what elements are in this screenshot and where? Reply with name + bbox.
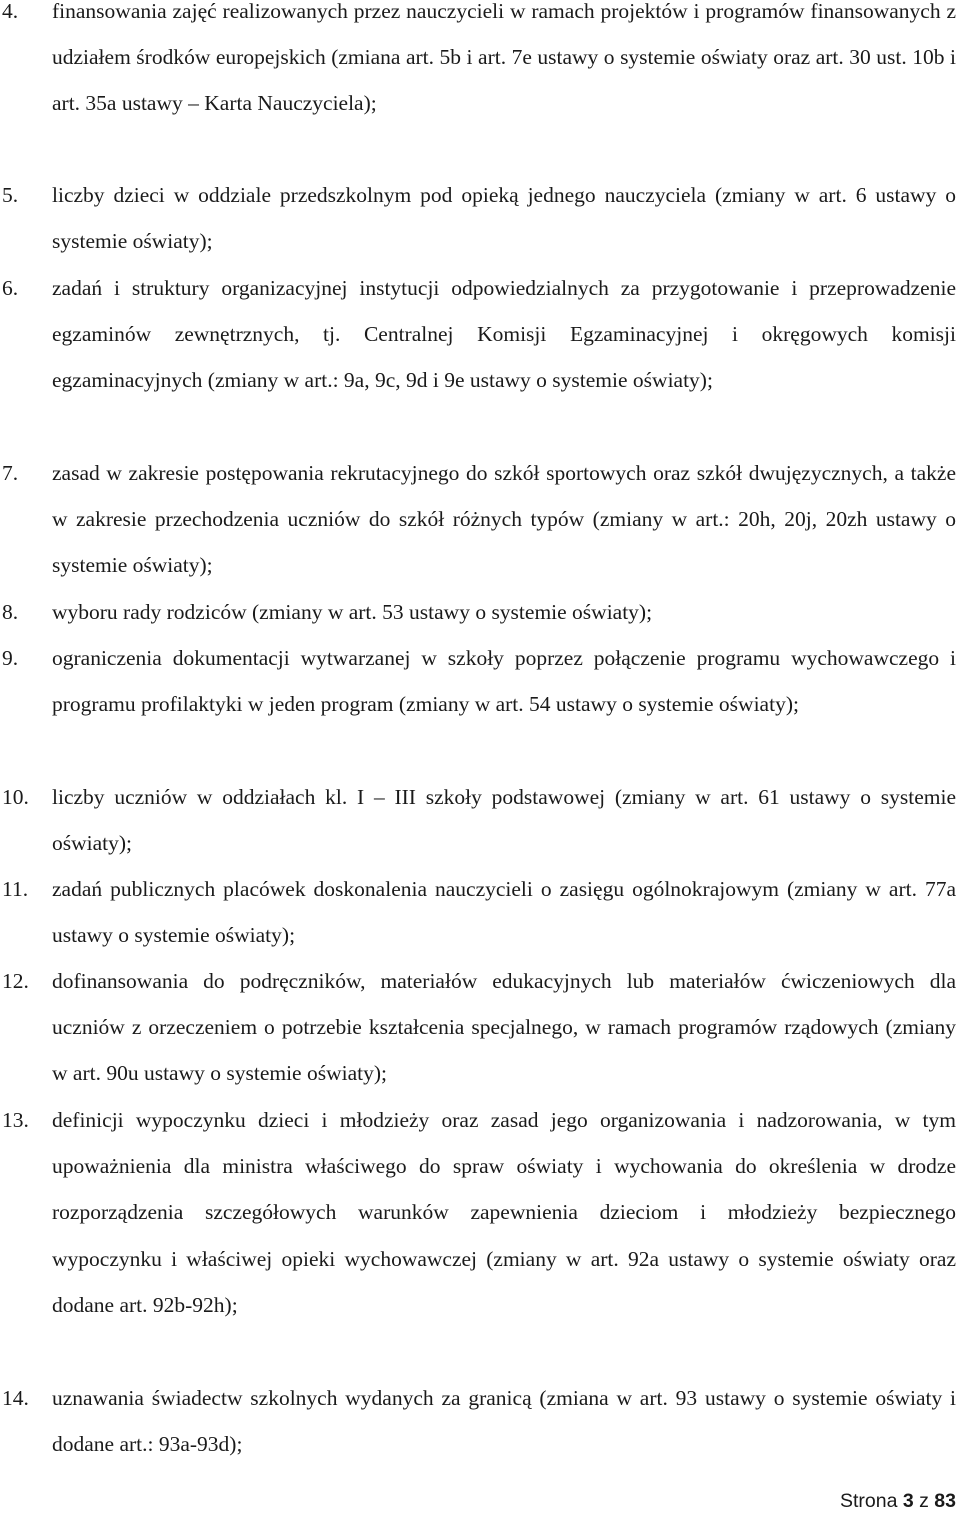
item-number: 10. <box>2 785 29 809</box>
item-number: 9. <box>2 646 19 670</box>
footer-page-number: 3 <box>902 1490 914 1512</box>
item-text: definicji wypoczynku dzieci i młodzieży oraz zasad jego organizowania i nadzorowania, w tym upoważnienia dla ministra właściwego do spraw oświaty i wychowania do określenia w drodze rozporządzenia szczegółowych warunków zapewnienia dzieciom i młodzieży bezpiecznego wypoczynku i właściwej opieki wychowawczej (zmiany w art. 92a ustawy o systemie oświaty oraz dodane art. 92b-92h); <box>52 1108 956 1317</box>
list-item <box>0 1097 956 1328</box>
list-item <box>0 635 956 727</box>
page-footer <box>840 1486 956 1516</box>
item-text: liczby uczniów w oddziałach kl. I – III szkoły podstawowej (zmiany w art. 61 ustawy o systemie oświaty); <box>52 785 956 856</box>
item-text: uznawania świadectw szkolnych wydanych za granicą (zmiana w art. 93 ustawy o systemie oświaty i dodane art.: 93a-93d); <box>52 1386 956 1457</box>
item-number: 14. <box>2 1386 29 1410</box>
item-text: zadań i struktury organizacyjnej instytucji odpowiedzialnych za przygotowanie i przeprowadzenie egzaminów zewnętrznych, tj. Centralnej Komisji Egzaminacyjnej i okręgowych komisji egzaminacyjnych (zmiany w art.: 9a, 9c, 9d i 9e ustawy o systemie oświaty); <box>52 276 956 393</box>
list-item <box>0 0 956 127</box>
item-text: wyboru rady rodziców (zmiany w art. 53 ustawy o systemie oświaty); <box>52 600 653 624</box>
list-item <box>0 1375 956 1467</box>
item-text: dofinansowania do podręczników, materiałów edukacyjnych lub materiałów ćwiczeniowych dla uczniów z orzeczeniem o potrzebie kształcenia specjalnego, w ramach programów rządowych (zmiany w art. 90u ustawy o systemie oświaty); <box>52 969 956 1086</box>
list-item <box>0 589 956 635</box>
item-text: finansowania zajęć realizowanych przez nauczycieli w ramach projektów i programów finansowanych z udziałem środków europejskich (zmiana art. 5b i art. 7e ustawy o systemie oświaty oraz art. 30 ust. 10b i art. 35a ustawy – Karta Nauczyciela); <box>52 0 956 116</box>
item-number: 12. <box>2 969 29 993</box>
list-item <box>0 866 956 958</box>
item-number: 13. <box>2 1108 29 1132</box>
list-item <box>0 265 956 404</box>
item-number: 8. <box>2 600 19 624</box>
list-item <box>0 958 956 1097</box>
footer-label: Strona <box>839 1490 898 1512</box>
item-number: 5. <box>2 183 19 207</box>
list-item <box>0 172 956 264</box>
item-number: 11. <box>2 877 29 901</box>
item-text: liczby dzieci w oddziale przedszkolnym pod opieką jednego nauczyciela (zmiany w art. 6 ustawy o systemie oświaty); <box>52 183 956 254</box>
footer-total-pages: 83 <box>934 1490 956 1512</box>
item-text: zadań publicznych placówek doskonalenia nauczycieli o zasięgu ogólnokrajowym (zmiany w art. 77a ustawy o systemie oświaty); <box>52 877 956 948</box>
list-item <box>0 774 956 866</box>
list-item <box>0 450 956 589</box>
footer-of: z <box>919 1490 929 1512</box>
item-number: 6. <box>2 276 19 300</box>
item-number: 4. <box>2 0 19 23</box>
item-number: 7. <box>2 461 19 485</box>
item-text: zasad w zakresie postępowania rekrutacyjnego do szkół sportowych oraz szkół dwujęzycznych, a także w zakresie przechodzenia uczniów do szkół różnych typów (zmiany w art.: 20h, 20j, 20zh ustawy o systemie oświaty); <box>52 461 956 578</box>
item-text: ograniczenia dokumentacji wytwarzanej w szkoły poprzez połączenie programu wychowawczego i programu profilaktyki w jeden program (zmiany w art. 54 ustawy o systemie oświaty); <box>52 646 956 717</box>
